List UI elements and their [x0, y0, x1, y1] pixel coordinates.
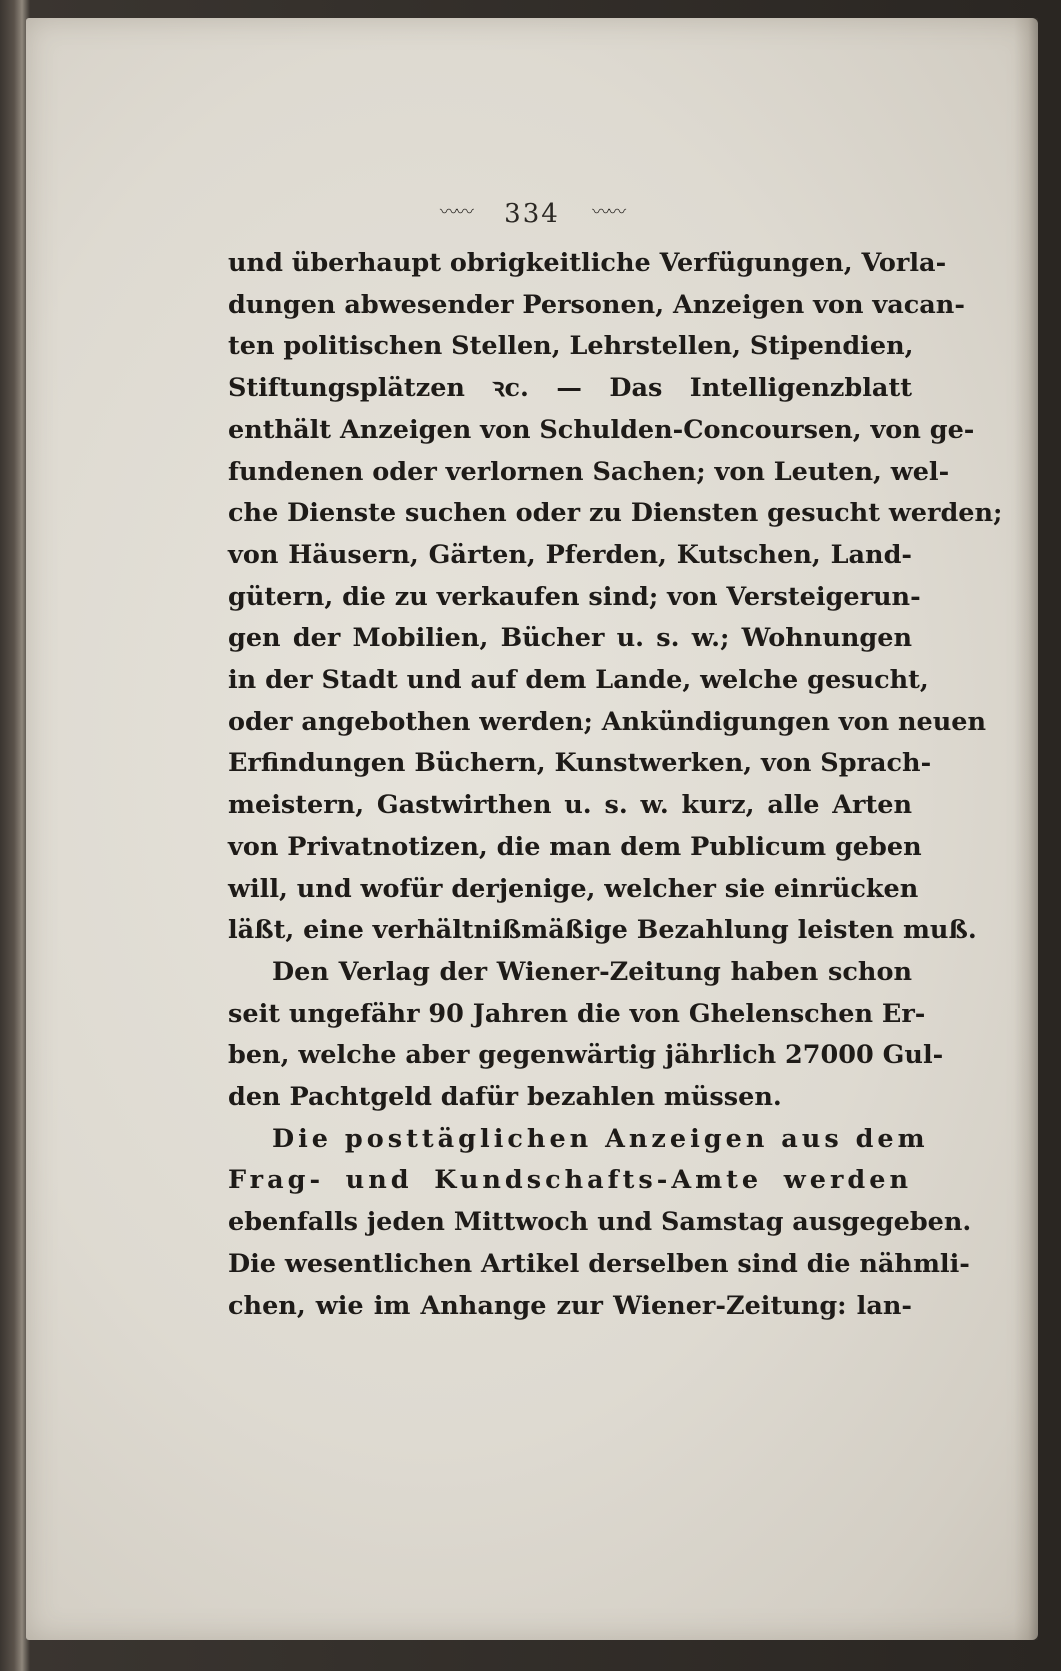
text-line: von Häusern, Gärten, Pferden, Kutschen, Land- [228, 539, 912, 570]
page-header [26, 198, 1038, 229]
ornament-right: 〰〰 [592, 202, 625, 223]
page-edge-shadow [1014, 18, 1038, 1640]
paper-page [26, 18, 1038, 1640]
text-line: Erfindungen Büchern, Kunstwerken, von Sprach- [228, 748, 932, 779]
text-line: Die wesentlichen Artikel derselben sind die nähmli- [228, 1248, 970, 1279]
text-line: meistern, Gastwirthen u. s. w. kurz, alle Arten [228, 790, 912, 821]
text-line: fundenen oder verlornen Sachen; von Leuten, wel- [228, 456, 950, 487]
text-line: enthält Anzeigen von Schulden-Concoursen, von ge- [228, 414, 975, 445]
text-line: seit ungefähr 90 Jahren die von Ghelenschen Er- [228, 998, 926, 1029]
text-line: ebenfalls jeden Mittwoch und Samstag ausgegeben. [228, 1207, 972, 1238]
text-line: läßt, eine verhältnißmäßige Bezahlung leisten muß. [228, 915, 977, 946]
ornament-left: 〰〰 [439, 202, 472, 223]
text-line: ten politischen Stellen, Lehrstellen, Stipendien, [228, 331, 914, 362]
text-line: gen der Mobilien, Bücher u. s. w.; Wohnungen [228, 623, 912, 654]
text-line: Frag- und Kundschafts-Amte werden [228, 1165, 912, 1196]
text-line: gütern, die zu verkaufen sind; von Versteigerun- [228, 581, 921, 612]
text-line: will, und wofür derjenige, welcher sie einrücken [228, 873, 919, 904]
text-line: chen, wie im Anhange zur Wiener-Zeitung: lan- [228, 1290, 912, 1321]
text-line: dungen abwesender Personen, Anzeigen von vacan- [228, 289, 965, 320]
text-line: oder angebothen werden; Ankündigungen von neuen [228, 706, 987, 737]
text-line: che Dienste suchen oder zu Diensten gesucht werden; [228, 498, 1003, 529]
text-line: Den Verlag der Wiener-Zeitung haben schon [272, 956, 912, 987]
body-text [228, 243, 1003, 1327]
text-line: in der Stadt und auf dem Lande, welche gesucht, [228, 665, 929, 696]
text-line: den Pachtgeld dafür bezahlen müssen. [228, 1082, 782, 1113]
text-line: und überhaupt obrigkeitliche Verfügungen, Vorla- [228, 248, 947, 278]
text-line: ben, welche aber gegenwärtig jährlich 27000 Gul- [228, 1040, 944, 1071]
text-line: Stiftungsplätzen ꝛc. — Das Intelligenzblatt [228, 373, 912, 404]
text-line: von Privatnotizen, die man dem Publicum geben [228, 831, 922, 862]
page-number: 334 [504, 199, 560, 229]
text-line: Die posttäglichen Anzeigen aus dem [272, 1123, 929, 1154]
